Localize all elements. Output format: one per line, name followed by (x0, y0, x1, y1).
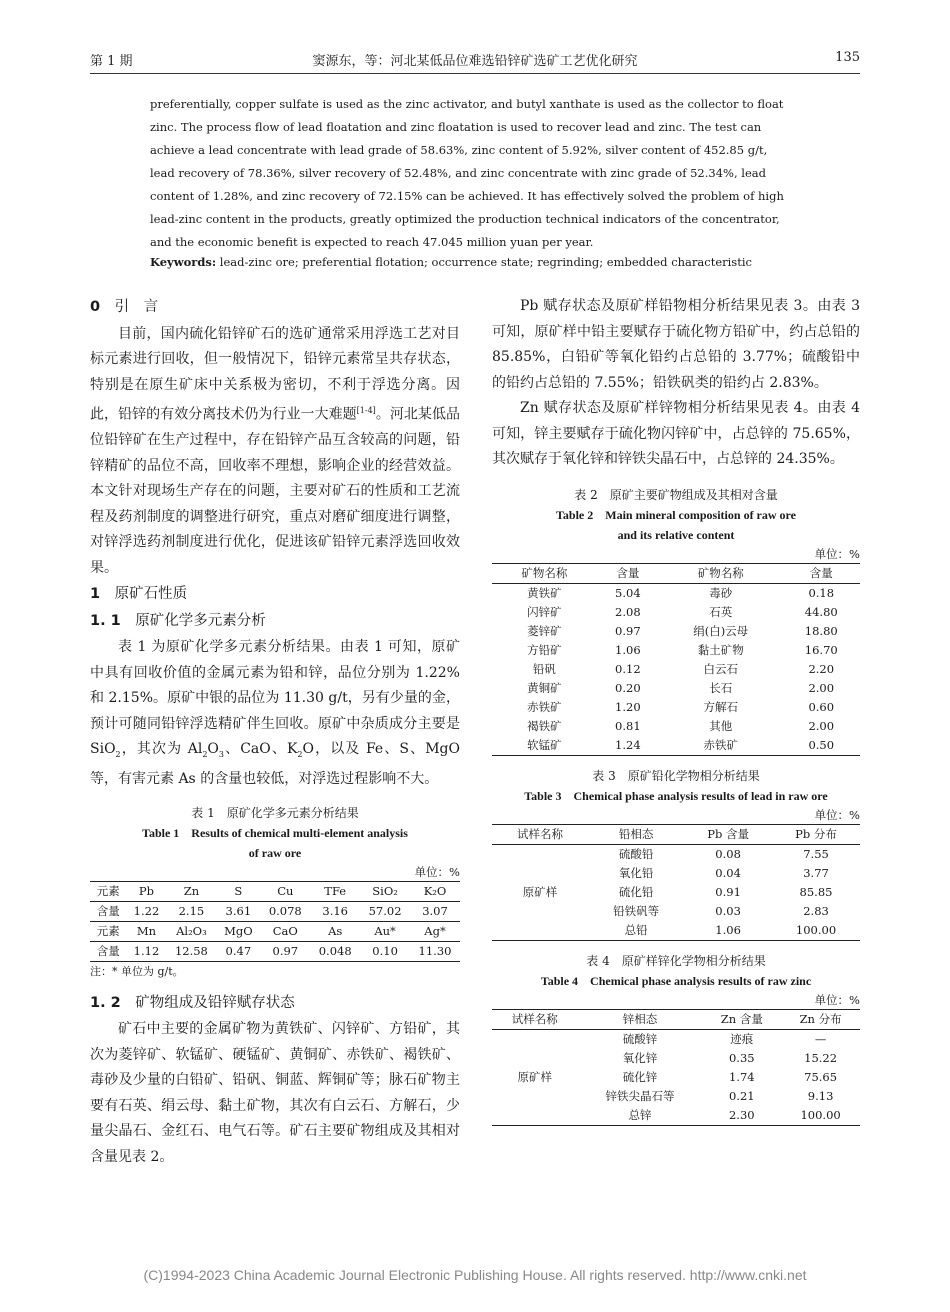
sample-name-cell: 原矿样 (517, 1069, 553, 1084)
table-cell: 0.60 (808, 699, 835, 714)
table-cell: 0.91 (715, 884, 741, 899)
table1-en-title: Table 1 Results of chemical multi-element analysis (142, 825, 408, 840)
table-header-row: 矿物名称 含量 矿物名称 含量 (492, 563, 860, 583)
table-cell: 硫酸铅 (618, 846, 654, 861)
table-cell: 15.22 (804, 1050, 838, 1065)
lead-phase-paragraph: Pb 赋存状态及原矿样铅物相分析结果见表 3。由表 3 可知，原矿样中铅主要赋存于硫化物方铅矿中，约占总铅的 85.85%，白铅矿等氧化铅约占总铅的 3.77%；硫酸铅中的铅约占总铅的 7.55%；铅铁矾类的铅约占 2.83%。 (492, 298, 860, 391)
sample-name-cell: 原矿样 (522, 884, 558, 899)
table-cell: 软锰矿 (527, 737, 562, 752)
table-cell: 方铅矿 (527, 642, 562, 657)
table-cell: 0.03 (715, 903, 741, 918)
table-row (492, 660, 860, 679)
table-row (492, 583, 860, 603)
intro-paragraph: 目前，国内硫化铅锌矿石的选矿通常采用浮选工艺对目标元素进行回收，但一般情况下，铅锌元素常呈共存状态，特别是在原生矿床中关系极为密切，不利于浮选分离。因此，铅锌的有效分离技术仍为行业一大难题[1-4]。河北某低品位铅锌矿在生产过程中，存在铅锌产品互含较高的问题，铅锌精矿的品位不高，回收率不理想，影响企业的经营效益。本文针对现场生产存在的问题，主要对矿石的性质和工艺流程及药剂制度的调整进行研究，重点对磨矿细度进行调整，对锌浮选药剂制度进行优化，促进该矿铅锌元素浮选回收效果。 (90, 325, 461, 576)
table-cell: 0.20 (615, 680, 641, 695)
paragraph-1-1: 表 1 为原矿化学多元素分析结果。由表 1 可知，原矿中具有回收价值的金属元素为铅和锌，品位分别为 1.22% 和 2.15%。原矿中银的品位为 11.30 g/t，另有少量的金，预计可随同铅锌浮选精矿伴生回收。原矿中杂质成分主要是 SiO$_2$，其次为 $Al_2O_3$、CaO、$K_2O$，以及 Fe、S、MgO 等，有害元素 As 的含量也较低，对浮选过程影响不大。 (90, 639, 460, 788)
table-cell: 1.24 (615, 737, 641, 752)
table3-unit: 单位：% (814, 807, 860, 822)
table3 (492, 824, 860, 941)
abstract-line: content of 1.28%, and zinc recovery of 72.15% can be achieved. It has effectively solved the problem of high (150, 189, 784, 203)
copyright-footer: (C)1994-2023 China Academic Journal Electronic Publishing House. All rights reserved. http://www.cnki.net (143, 1267, 807, 1283)
table-cell: — (814, 1031, 827, 1046)
zinc-phase-paragraph: Zn 赋存状态及原矿样锌物相分析结果见表 4。由表 4 可知，锌主要赋存于硫化物闪锌矿中，占总锌的 75.65%，其次赋存于氧化锌和锌铁尖晶石中，占总锌的 24.35%。 (492, 400, 860, 467)
keywords-label: Keywords: (150, 255, 217, 269)
table-cell: 3.77 (803, 865, 829, 880)
table2-en-title-2: and its relative content (617, 527, 735, 542)
table3-cn-title: 表 3 原矿铅化学物相分析结果 (592, 768, 760, 783)
table-cell: 44.80 (804, 604, 838, 619)
right-column (492, 294, 860, 1126)
table-cell: 18.80 (804, 623, 838, 638)
table-cell: 0.18 (808, 585, 835, 600)
table-cell: 方解石 (703, 699, 738, 714)
table-cell: 菱锌矿 (527, 623, 562, 638)
table-row (492, 717, 860, 736)
table-cell: 总铅 (624, 922, 648, 937)
table-cell: 2.00 (808, 680, 835, 695)
table-cell: 1.06 (615, 642, 641, 657)
table-row: 元素 Mn Al₂O₃ MgO CaO As Au* Ag* (90, 921, 460, 941)
table-row (492, 1029, 860, 1049)
abstract-line: and the economic benefit is expected to reach 47.045 million yuan per year. (150, 235, 594, 249)
table4-en-title: Table 4 Chemical phase analysis results of raw zinc (540, 973, 812, 988)
table-cell: 0.81 (615, 718, 641, 733)
table-cell: 铅矾 (532, 661, 556, 676)
page-header (90, 50, 860, 74)
table-cell: 毒砂 (709, 585, 733, 600)
table-cell: 黄铜矿 (527, 680, 562, 695)
table-row (492, 603, 860, 622)
table-row (492, 622, 860, 641)
table-cell: 总锌 (628, 1107, 652, 1122)
abstract-line: lead recovery of 78.36%, silver recovery of 52.48%, and zinc concentrate with zinc grade of 52.34%, lead (150, 166, 766, 180)
table-row (492, 641, 860, 660)
table2-en-title: Table 2 Main mineral composition of raw ore (556, 507, 796, 522)
table4-unit: 单位：% (814, 992, 860, 1007)
section-heading-1: 1 原矿石性质 (90, 586, 188, 603)
table-row (492, 698, 860, 717)
table-cell: 褐铁矿 (527, 718, 562, 733)
table-cell: 黄铁矿 (527, 585, 562, 600)
table-cell: 硫酸锌 (622, 1031, 658, 1046)
section-heading-0: 0 引 言 (90, 299, 159, 315)
table3-en-title: Table 3 Chemical phase analysis results of lead in raw ore (524, 788, 828, 803)
table-cell: 0.12 (615, 661, 641, 676)
table1 (90, 881, 460, 962)
table-cell: 白云石 (703, 661, 738, 676)
table-cell: 其他 (709, 718, 733, 733)
issue-label: 第 1 期 (90, 54, 133, 69)
section-heading-1-1: 1. 1 原矿化学多元素分析 (90, 612, 266, 629)
abstract-line: preferentially, copper sulfate is used as the zinc activator, and butyl xanthate is used as the collector to float (150, 97, 784, 111)
table1-unit: 单位：% (414, 864, 460, 879)
table-cell: 氧化铅 (618, 865, 654, 880)
page-number: 135 (835, 50, 860, 65)
table-cell: 2.00 (808, 718, 835, 733)
table-cell: 16.70 (804, 642, 838, 657)
table-cell: 75.65 (804, 1069, 838, 1084)
table-cell: 0.50 (808, 737, 835, 752)
table-cell: 0.04 (715, 865, 741, 880)
table-cell: 氧化锌 (622, 1050, 658, 1065)
table-row (492, 844, 860, 864)
table-cell: 赤铁矿 (527, 699, 562, 714)
table-cell: 硫化锌 (622, 1069, 658, 1084)
table-cell: 9.13 (807, 1088, 834, 1103)
table-cell: 闪锌矿 (527, 604, 562, 619)
table-header-row: 试样名称 锌相态 Zn 含量 Zn 分布 (492, 1009, 860, 1029)
table-row (492, 736, 860, 756)
header-rule (90, 73, 860, 74)
table1-en-title-2: of raw ore (248, 845, 302, 860)
table-cell: 0.08 (715, 846, 741, 861)
table-cell: 1.06 (715, 922, 741, 937)
table4-cn-title: 表 4 原矿样锌化学物相分析结果 (586, 953, 766, 968)
running-title: 窦源东，等：河北某低品位难选铅锌矿选矿工艺优化研究 (312, 54, 638, 69)
table-cell: 长石 (709, 680, 733, 695)
table2 (492, 563, 860, 756)
table-row: 元素 Pb Zn S Cu TFe SiO₂ K₂O (90, 881, 460, 901)
table-cell: 1.74 (728, 1069, 755, 1084)
table-cell: 绢(白)云母 (693, 623, 749, 638)
table-cell: 2.20 (808, 661, 835, 676)
table-cell: 2.83 (803, 903, 829, 918)
paragraph-1-2: 矿石中主要的金属矿物为黄铁矿、闪锌矿、方铅矿，其次为菱锌矿、软锰矿、硬锰矿、黄铜矿、赤铁矿、褐铁矿、毒砂及少量的白铅矿、铅矾、铜蓝、辉铜矿等；脉石矿物主要有石英、绢云母、黏土矿物，其次有白云石、方解石，少量尖晶石、金红石、电气石等。矿石主要矿物组成及其相对含量见表 2。 (90, 1021, 460, 1165)
abstract-line: lead-zinc content in the products, greatly optimized the production technical indicators of the concentrator, (150, 212, 780, 226)
table1-cn-title: 表 1 原矿化学多元素分析结果 (191, 805, 359, 820)
table-cell: 锌铁尖晶石等 (605, 1088, 675, 1103)
table-cell: 石英 (709, 604, 733, 619)
table-cell: 2.30 (728, 1107, 755, 1122)
table-cell: 0.35 (728, 1050, 755, 1065)
abstract-line: zinc. The process flow of lead floatation and zinc floatation is used to recover lead and zinc. The test can (150, 120, 762, 134)
abstract-block (150, 93, 800, 254)
table1-note: 注：* 单位为 g/t。 (90, 964, 184, 978)
table4 (492, 1009, 860, 1126)
table-cell: 0.21 (728, 1088, 755, 1103)
keywords (150, 255, 850, 269)
left-column (90, 294, 460, 1170)
table-cell: 铅铁矾等 (613, 903, 660, 918)
table-cell: 5.04 (615, 585, 641, 600)
table-cell: 0.97 (615, 623, 641, 638)
table2-cn-title: 表 2 原矿主要矿物组成及其相对含量 (574, 487, 778, 502)
citation: [1-4] (356, 406, 376, 415)
table-cell: 赤铁矿 (703, 737, 738, 752)
table-cell: 黏土矿物 (697, 642, 744, 657)
table-cell: 100.00 (800, 1107, 841, 1122)
table-cell: 迹痕 (730, 1031, 754, 1046)
table-row (492, 679, 860, 698)
table-cell: 7.55 (803, 846, 829, 861)
table-cell: 85.85 (799, 884, 833, 899)
table-header-row: 试样名称 铅相态 Pb 含量 Pb 分布 (492, 824, 860, 844)
table2-unit: 单位：% (814, 546, 860, 561)
table-row: 含量 1.22 2.15 3.61 0.078 3.16 57.02 3.07 (90, 901, 460, 921)
section-heading-1-2: 1. 2 矿物组成及铅锌赋存状态 (90, 994, 295, 1011)
table-cell: 硫化铅 (618, 884, 654, 899)
table-cell: 1.20 (615, 699, 641, 714)
table-cell: 2.08 (615, 604, 641, 619)
abstract-line: achieve a lead concentrate with lead grade of 58.63%, zinc content of 5.92%, silver content of 452.85 g/t, (150, 143, 768, 157)
table-cell: 100.00 (795, 922, 837, 937)
keywords-text: lead-zinc ore; preferential flotation; occurrence state; regrinding; embedded characteristic (216, 255, 752, 269)
table-row: 含量 1.12 12.58 0.47 0.97 0.048 0.10 11.30 (90, 941, 460, 961)
